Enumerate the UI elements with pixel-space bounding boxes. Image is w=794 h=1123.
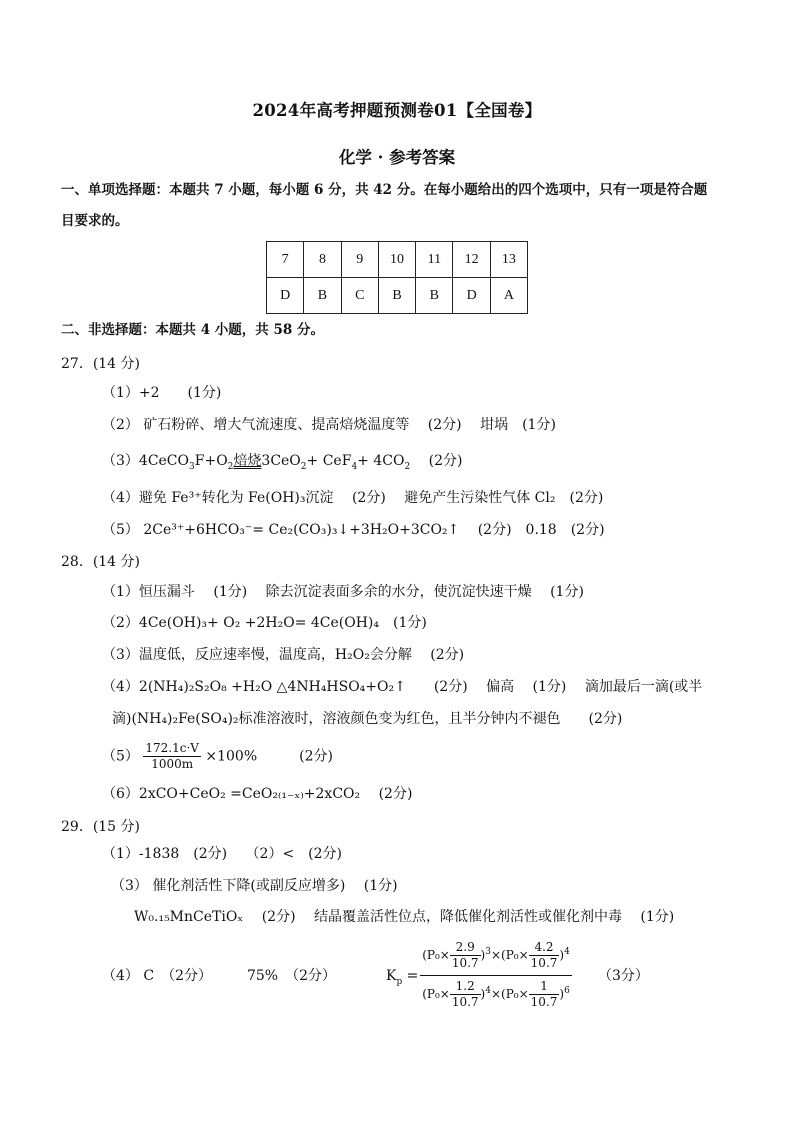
fraction-numerator: 4.2 — [529, 940, 560, 956]
q27-eq-part: F+O — [194, 453, 228, 469]
kp-numerator: (P₀× $\frac{2.9}{10.7}$ )$^3$×(P₀× $\frac{4.2}{10.7}$ )$^4$ — [422, 940, 570, 970]
mole-fraction — [450, 979, 481, 1010]
kp-fraction-bar — [420, 975, 572, 976]
answer-cell: B — [378, 278, 415, 314]
answer-cell: C — [341, 278, 378, 314]
q28-answer-5-label: （5） — [102, 748, 139, 765]
mole-fraction — [529, 979, 560, 1010]
exponent: 3 — [485, 947, 491, 957]
mole-fraction — [450, 940, 481, 971]
p0-symbol: P₀ — [426, 987, 440, 1001]
reaction-condition: 焙烧 — [233, 453, 262, 469]
fraction-denominator: 1000m — [151, 757, 194, 771]
kp-label: K — [386, 968, 397, 984]
fraction-denominator: 10.7 — [451, 995, 479, 1009]
kp-formula — [420, 940, 572, 1014]
question-number-cell: 9 — [341, 242, 378, 278]
kp-score: （3分） — [598, 968, 649, 984]
answer-table-answer-row — [267, 278, 528, 314]
q27-eq-part: 3CeO — [261, 453, 301, 469]
q28-answer-1: （1）恒压漏斗 (1分) 除去沉淀表面多余的水分，使沉淀快速干燥 (1分) — [102, 584, 584, 600]
q29-answer-4: （4） C （2分） 75% （2分） — [102, 968, 337, 984]
question-number-cell: 7 — [267, 242, 304, 278]
q28-answer-5 — [102, 741, 333, 772]
answer-cell: D — [453, 278, 490, 314]
q28-answer-5-tail: ×100% (2分) — [205, 748, 333, 765]
q28-answer-4b: 滴)(NH₄)₂Fe(SO₄)₂标准溶液时，溶液颜色变为红色，且半分钟内不褪色 (2分) — [112, 711, 623, 727]
page-title: 2024年高考押题预测卷01【全国卷】 — [252, 101, 542, 120]
q27-score: (2分) — [410, 453, 463, 469]
mole-fraction — [529, 940, 560, 971]
kp-denominator: (P₀× $\frac{1.2}{10.7}$ )$^4$×(P₀× $\frac{1}{10.7}$ )$^6$ — [422, 979, 570, 1009]
question-number-cell: 8 — [304, 242, 341, 278]
fraction-numerator: 2.9 — [450, 940, 481, 956]
fraction-numerator: 1.2 — [450, 979, 481, 995]
q27-answer-2: （2） 矿石粉碎、增大气流速度、提高焙烧温度等 (2分) 坩埚 (1分) — [102, 417, 556, 433]
fraction-numerator: 172.1c·V — [145, 741, 199, 755]
percent-fraction — [143, 741, 201, 772]
p0-symbol: P₀ — [426, 948, 440, 962]
q28-answer-2: （2）4Ce(OH)₃+ O₂ +2H₂O= 4Ce(OH)₄ (1分) — [102, 615, 427, 631]
question-number-cell: 10 — [378, 242, 415, 278]
p0-symbol: P₀ — [505, 948, 519, 962]
answer-cell: B — [304, 278, 341, 314]
q29-answer-3: W₀.₁₅MnCeTiOₓ (2分) 结晶覆盖活性位点，降低催化剂活性或催化剂中毒 (1分) — [134, 909, 675, 925]
section1-intro-line1: 一、单项选择题：本题共 7 小题，每小题 6 分，共 42 分。在每小题给出的四个选项中，只有一项是符合题 — [61, 182, 708, 198]
q27-eq-part: + 4CO — [357, 453, 405, 469]
answer-cell: D — [267, 278, 304, 314]
exponent: 4 — [564, 947, 570, 957]
q28-heading: 28．(14 分) — [61, 554, 141, 570]
fraction-denominator: 10.7 — [530, 995, 558, 1009]
kp-symbol: $K_p$ = — [386, 968, 419, 987]
page-subtitle: 化学 · 参考答案 — [338, 148, 456, 167]
q27-answer-3: $(3)4CeCO_3F+O_2$焙烧$3CeO_2+ CeF_4+ 4CO_2$ (2分) — [102, 453, 463, 472]
exponent: 4 — [485, 986, 491, 996]
section2-intro: 二、非选择题：本题共 4 小题，共 58 分。 — [61, 322, 324, 338]
answer-table — [266, 241, 528, 314]
q27-heading: 27．(14 分) — [61, 356, 141, 372]
q28-answer-3: （3）温度低，反应速率慢，温度高，H₂O₂会分解 (2分) — [102, 647, 465, 663]
q28-answer-4a: （4）2(NH₄)₂S₂O₈ +H₂O △4NH₄HSO₄+O₂↑ (2分) 偏高 (1分) 滴加最后一滴(或半 — [102, 679, 703, 695]
kp-subscript: p — [396, 976, 403, 987]
fraction-numerator: 1 — [529, 979, 560, 995]
q29-heading: 29．(15 分) — [61, 819, 141, 835]
q28-answer-6: （6）2xCO+CeO₂ =CeO₂₍₁₋ₓ₎+2xCO₂ (2分) — [102, 786, 413, 802]
p0-symbol: P₀ — [505, 987, 519, 1001]
section1-intro-line2: 目要求的。 — [61, 213, 129, 229]
q27-eq-part: （3）4CeCO — [102, 453, 190, 469]
q29-answer-2: （3） 催化剂活性下降(或副反应增多) (1分) — [111, 878, 398, 894]
answer-cell: A — [490, 278, 527, 314]
question-number-cell: 12 — [453, 242, 490, 278]
q27-answer-5: （5） 2Ce³⁺+6HCO₃⁻= Ce₂(CO₃)₃↓+3H₂O+3CO₂↑ (2分) 0.18 (2分) — [102, 522, 605, 538]
q29-answer-1: （1）-1838 (2分) （2）< (2分) — [102, 846, 343, 862]
q27-eq-part: + CeF — [306, 453, 352, 469]
q27-answer-1: （1）+2 (1分) — [102, 385, 222, 401]
exponent: 6 — [564, 986, 570, 996]
answer-cell: B — [416, 278, 453, 314]
question-number-cell: 11 — [416, 242, 453, 278]
answer-table-number-row — [267, 242, 528, 278]
fraction-denominator: 10.7 — [530, 956, 558, 970]
fraction-denominator: 10.7 — [451, 956, 479, 970]
question-number-cell: 13 — [490, 242, 527, 278]
q27-answer-4: （4）避免 Fe³⁺转化为 Fe(OH)₃沉淀 (2分) 避免产生污染性气体 Cl₂ (2分) — [102, 490, 604, 506]
